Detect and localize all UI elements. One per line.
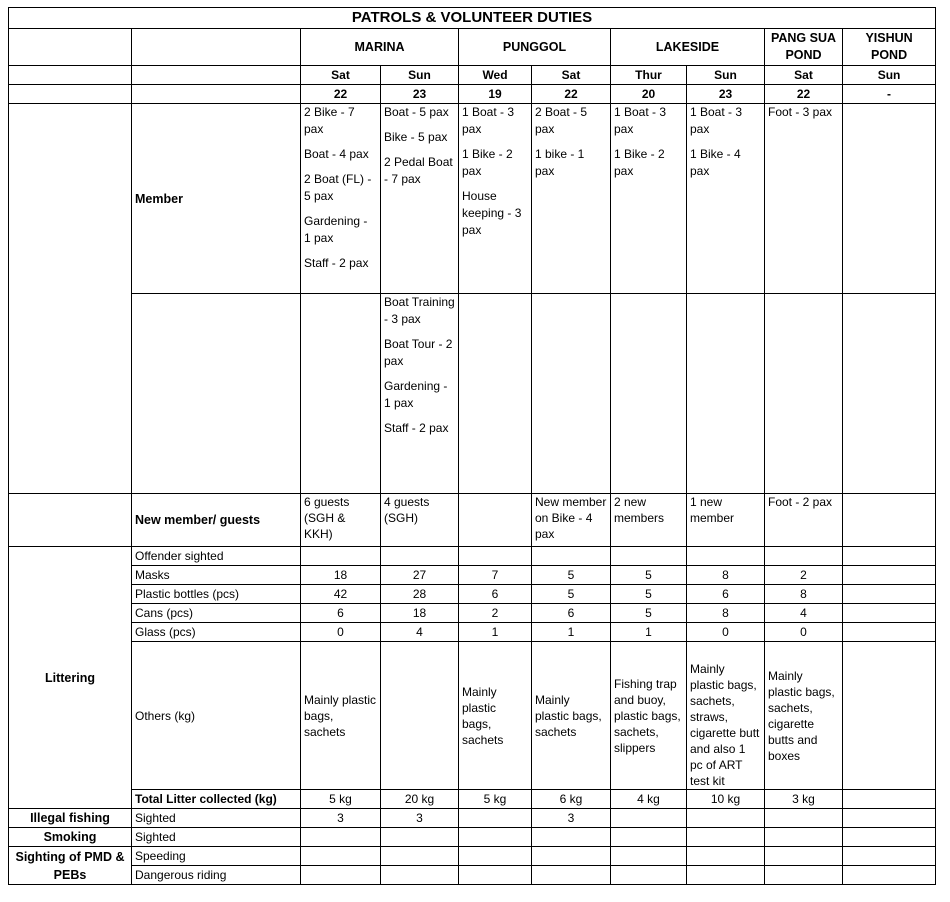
dangerous-riding-cell bbox=[459, 866, 532, 885]
member-cont-cell bbox=[765, 294, 843, 494]
illegal-fishing-cell bbox=[843, 809, 936, 828]
glass-cell: 1 bbox=[459, 623, 532, 642]
member-entry: 1 Boat - 3 pax bbox=[462, 105, 515, 136]
day-cell: Sun bbox=[687, 66, 765, 85]
speeding-cell bbox=[765, 847, 843, 866]
new-member-cell: 6 guests (SGH & KKH) bbox=[301, 494, 381, 547]
masks-cell: 2 bbox=[765, 566, 843, 585]
speeding-cell bbox=[301, 847, 381, 866]
total-cell bbox=[843, 790, 936, 809]
masks-cell: 27 bbox=[381, 566, 459, 585]
member-label: Member bbox=[132, 104, 301, 294]
header-empty-f bbox=[132, 85, 301, 104]
total-cell: 5 kg bbox=[459, 790, 532, 809]
glass-cell: 1 bbox=[611, 623, 687, 642]
member-cont-cell bbox=[459, 294, 532, 494]
member-cont-cell bbox=[687, 294, 765, 494]
total-cell: 3 kg bbox=[765, 790, 843, 809]
new-member-cell: Foot - 2 pax bbox=[765, 494, 843, 547]
bottles-cell: 5 bbox=[532, 585, 611, 604]
member-entry: Boat Training - 3 pax bbox=[384, 295, 455, 326]
member-cell-lakeside-thur bbox=[611, 104, 687, 294]
bottles-cell: 6 bbox=[687, 585, 765, 604]
header-empty-d bbox=[132, 66, 301, 85]
member-cell-marina-sat bbox=[301, 104, 381, 294]
header-empty-e bbox=[9, 85, 132, 104]
day-cell: Wed bbox=[459, 66, 532, 85]
member-cell-pang-sua-sat bbox=[765, 104, 843, 294]
masks-cell bbox=[843, 566, 936, 585]
dangerous-riding-cell bbox=[611, 866, 687, 885]
bottles-cell: 8 bbox=[765, 585, 843, 604]
others-cell: Mainly plastic bags, sachets bbox=[532, 642, 611, 790]
member-cell-lakeside-sun bbox=[687, 104, 765, 294]
day-cell: Sun bbox=[381, 66, 459, 85]
location-pang-sua-pond: PANG SUA POND bbox=[765, 29, 843, 66]
glass-label: Glass (pcs) bbox=[132, 623, 301, 642]
dangerous-riding-label: Dangerous riding bbox=[132, 866, 301, 885]
offender-cell bbox=[532, 547, 611, 566]
member-entry: 1 Bike - 2 pax bbox=[614, 147, 665, 178]
pmd-label: Sighting of PMD & PEBs bbox=[9, 847, 132, 885]
bottles-cell: 5 bbox=[611, 585, 687, 604]
location-lakeside: LAKESIDE bbox=[611, 29, 765, 66]
new-member-cell: 2 new members bbox=[611, 494, 687, 547]
new-member-cell: 1 new member bbox=[687, 494, 765, 547]
smoking-cell bbox=[843, 828, 936, 847]
member-entry: Foot - 3 pax bbox=[768, 105, 833, 119]
member-cont-marina-sat bbox=[301, 294, 381, 494]
smoking-sighted-label: Sighted bbox=[132, 828, 301, 847]
duties-table bbox=[8, 7, 936, 885]
total-cell: 5 kg bbox=[301, 790, 381, 809]
new-member-cell: 4 guests (SGH) bbox=[381, 494, 459, 547]
total-cell: 6 kg bbox=[532, 790, 611, 809]
masks-cell: 5 bbox=[611, 566, 687, 585]
member-entry: Gardening - 1 pax bbox=[384, 379, 448, 410]
member-entry: Boat - 4 pax bbox=[304, 147, 369, 161]
smoking-cell bbox=[532, 828, 611, 847]
cans-cell bbox=[843, 604, 936, 623]
member-entry: 2 Pedal Boat - 7 pax bbox=[384, 155, 453, 186]
member-cell-punggol-wed bbox=[459, 104, 532, 294]
speeding-cell bbox=[381, 847, 459, 866]
bottles-cell: 28 bbox=[381, 585, 459, 604]
cans-cell: 4 bbox=[765, 604, 843, 623]
illegal-fishing-cell bbox=[459, 809, 532, 828]
speeding-cell bbox=[843, 847, 936, 866]
illegal-fishing-cell bbox=[611, 809, 687, 828]
cans-cell: 18 bbox=[381, 604, 459, 623]
member-cell-punggol-sat bbox=[532, 104, 611, 294]
smoking-cell bbox=[381, 828, 459, 847]
bottles-cell: 42 bbox=[301, 585, 381, 604]
day-cell: Sun bbox=[843, 66, 936, 85]
date-cell: 19 bbox=[459, 85, 532, 104]
smoking-label: Smoking bbox=[9, 828, 132, 847]
glass-cell: 0 bbox=[687, 623, 765, 642]
cans-cell: 8 bbox=[687, 604, 765, 623]
new-member-cell bbox=[843, 494, 936, 547]
member-entry: Staff - 2 pax bbox=[384, 421, 449, 435]
offender-cell bbox=[301, 547, 381, 566]
bottles-cell bbox=[843, 585, 936, 604]
member-entry: 1 Bike - 2 pax bbox=[462, 147, 513, 178]
day-cell: Sat bbox=[765, 66, 843, 85]
member-entry: Boat Tour - 2 pax bbox=[384, 337, 453, 368]
page-title: PATROLS & VOLUNTEER DUTIES bbox=[9, 8, 936, 29]
illegal-fishing-cell: 3 bbox=[381, 809, 459, 828]
speeding-cell bbox=[611, 847, 687, 866]
member-cell-marina-sun bbox=[381, 104, 459, 294]
total-cell: 10 kg bbox=[687, 790, 765, 809]
others-cell: Mainly plastic bags, sachets, cigarette butts and boxes bbox=[765, 642, 843, 790]
bottles-cell: 6 bbox=[459, 585, 532, 604]
member-entry: 1 bike - 1 pax bbox=[535, 147, 585, 178]
glass-cell bbox=[843, 623, 936, 642]
dangerous-riding-cell bbox=[843, 866, 936, 885]
new-member-label: New member/ guests bbox=[132, 494, 301, 547]
member-entry: House keeping - 3 pax bbox=[462, 189, 522, 237]
total-label: Total Litter collected (kg) bbox=[132, 790, 301, 809]
location-marina: MARINA bbox=[301, 29, 459, 66]
others-cell: Mainly plastic bags, sachets bbox=[301, 642, 381, 790]
date-cell: 22 bbox=[301, 85, 381, 104]
total-cell: 20 kg bbox=[381, 790, 459, 809]
member-cont-cell bbox=[843, 294, 936, 494]
speeding-label: Speeding bbox=[132, 847, 301, 866]
dangerous-riding-cell bbox=[381, 866, 459, 885]
others-cell: Mainly plastic bags, sachets bbox=[459, 642, 532, 790]
member-entry: 2 Boat (FL) - 5 pax bbox=[304, 172, 372, 203]
masks-cell: 7 bbox=[459, 566, 532, 585]
offender-label: Offender sighted bbox=[132, 547, 301, 566]
offender-cell bbox=[611, 547, 687, 566]
member-entry: 1 Boat - 3 pax bbox=[690, 105, 743, 136]
location-punggol: PUNGGOL bbox=[459, 29, 611, 66]
date-cell: 23 bbox=[687, 85, 765, 104]
illegal-fishing-label: Illegal fishing bbox=[9, 809, 132, 828]
smoking-cell bbox=[301, 828, 381, 847]
date-cell: - bbox=[843, 85, 936, 104]
date-cell: 20 bbox=[611, 85, 687, 104]
member-entry: Boat - 5 pax bbox=[384, 105, 449, 119]
day-cell: Sat bbox=[532, 66, 611, 85]
glass-cell: 1 bbox=[532, 623, 611, 642]
member-cat-empty bbox=[9, 104, 132, 494]
masks-cell: 5 bbox=[532, 566, 611, 585]
dangerous-riding-cell bbox=[687, 866, 765, 885]
member-cont-cell bbox=[532, 294, 611, 494]
day-cell: Thur bbox=[611, 66, 687, 85]
day-cell: Sat bbox=[301, 66, 381, 85]
member-entry: 2 Bike - 7 pax bbox=[304, 105, 355, 136]
glass-cell: 0 bbox=[765, 623, 843, 642]
new-member-cat-empty bbox=[9, 494, 132, 547]
speeding-cell bbox=[687, 847, 765, 866]
masks-cell: 18 bbox=[301, 566, 381, 585]
date-cell: 23 bbox=[381, 85, 459, 104]
member-cont-marina-sun bbox=[381, 294, 459, 494]
offender-cell bbox=[381, 547, 459, 566]
cans-label: Cans (pcs) bbox=[132, 604, 301, 623]
speeding-cell bbox=[532, 847, 611, 866]
member-cont-cell bbox=[611, 294, 687, 494]
illegal-fishing-cell: 3 bbox=[532, 809, 611, 828]
member-entry: 2 Boat - 5 pax bbox=[535, 105, 588, 136]
speeding-cell bbox=[459, 847, 532, 866]
others-cell bbox=[381, 642, 459, 790]
others-label: Others (kg) bbox=[132, 642, 301, 790]
dangerous-riding-cell bbox=[765, 866, 843, 885]
header-empty-c bbox=[9, 66, 132, 85]
cans-cell: 2 bbox=[459, 604, 532, 623]
new-member-cell bbox=[459, 494, 532, 547]
smoking-cell bbox=[765, 828, 843, 847]
smoking-cell bbox=[459, 828, 532, 847]
offender-cell bbox=[765, 547, 843, 566]
new-member-cell: New member on Bike - 4 pax bbox=[532, 494, 611, 547]
masks-label: Masks bbox=[132, 566, 301, 585]
member-entry: 1 Bike - 4 pax bbox=[690, 147, 741, 178]
cans-cell: 6 bbox=[532, 604, 611, 623]
member-entry: 1 Boat - 3 pax bbox=[614, 105, 667, 136]
member-entry: Staff - 2 pax bbox=[304, 256, 369, 270]
littering-label: Littering bbox=[9, 547, 132, 809]
header-empty-a bbox=[9, 29, 132, 66]
smoking-cell bbox=[611, 828, 687, 847]
member-cont-empty bbox=[132, 294, 301, 494]
date-cell: 22 bbox=[765, 85, 843, 104]
total-cell: 4 kg bbox=[611, 790, 687, 809]
offender-cell bbox=[843, 547, 936, 566]
glass-cell: 0 bbox=[301, 623, 381, 642]
others-cell bbox=[843, 642, 936, 790]
member-entry: Gardening - 1 pax bbox=[304, 214, 368, 245]
header-empty-b bbox=[132, 29, 301, 66]
cans-cell: 6 bbox=[301, 604, 381, 623]
masks-cell: 8 bbox=[687, 566, 765, 585]
location-yishun-pond: YISHUN POND bbox=[843, 29, 936, 66]
glass-cell: 4 bbox=[381, 623, 459, 642]
member-entry: Bike - 5 pax bbox=[384, 130, 448, 144]
offender-cell bbox=[459, 547, 532, 566]
smoking-cell bbox=[687, 828, 765, 847]
others-cell: Mainly plastic bags, sachets, straws, cigarette butt and also 1 pc of ART test kit bbox=[687, 642, 765, 790]
illegal-fishing-cell bbox=[687, 809, 765, 828]
cans-cell: 5 bbox=[611, 604, 687, 623]
member-cell-yishun-sun bbox=[843, 104, 936, 294]
date-cell: 22 bbox=[532, 85, 611, 104]
illegal-fishing-sighted-label: Sighted bbox=[132, 809, 301, 828]
offender-cell bbox=[687, 547, 765, 566]
dangerous-riding-cell bbox=[301, 866, 381, 885]
bottles-label: Plastic bottles (pcs) bbox=[132, 585, 301, 604]
dangerous-riding-cell bbox=[532, 866, 611, 885]
illegal-fishing-cell bbox=[765, 809, 843, 828]
others-cell: Fishing trap and buoy, plastic bags, sachets, slippers bbox=[611, 642, 687, 790]
illegal-fishing-cell: 3 bbox=[301, 809, 381, 828]
